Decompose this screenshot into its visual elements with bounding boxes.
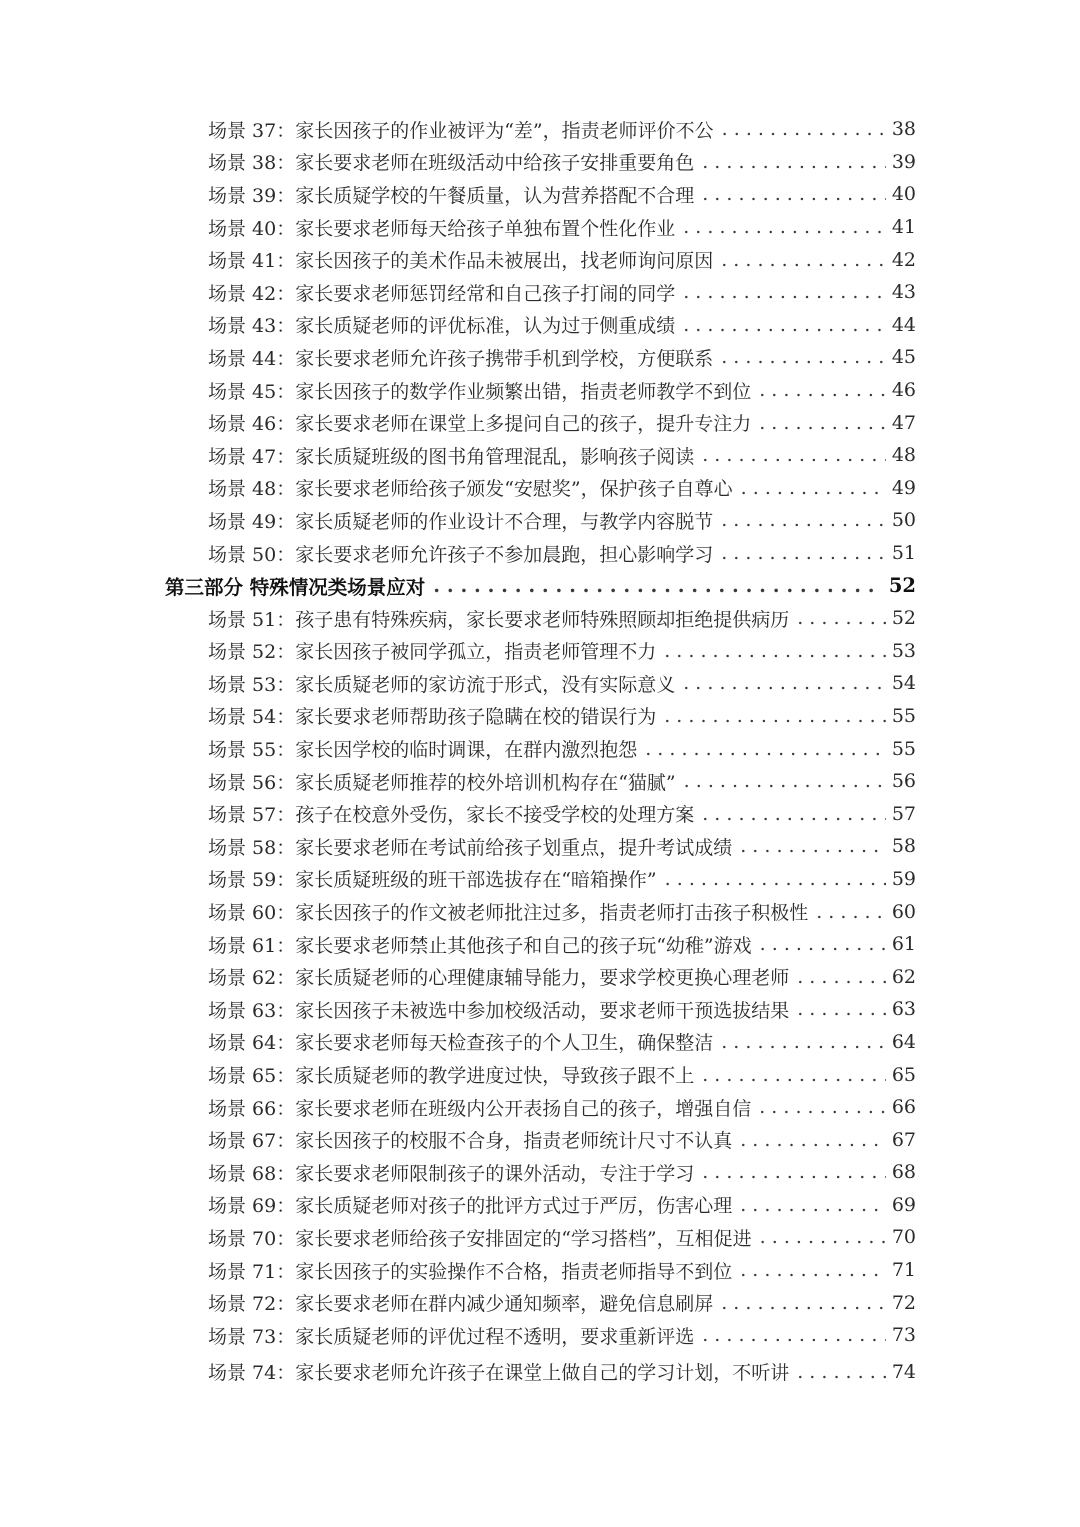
dot-leader <box>702 803 886 825</box>
dot-leader <box>645 738 886 760</box>
toc-entry-title: 场景 66：家长要求老师在班级内公开表扬自己的孩子，增强自信 <box>208 1097 752 1120</box>
toc-entry[interactable] <box>0 1286 1080 1319</box>
dot-leader <box>683 672 886 694</box>
dot-leader <box>721 1292 886 1314</box>
toc-entry[interactable] <box>0 863 1080 896</box>
toc-page-number: 68 <box>891 1161 916 1184</box>
toc-page-number: 54 <box>891 672 916 695</box>
dot-leader <box>665 868 886 890</box>
toc-entry[interactable] <box>0 1058 1080 1091</box>
toc-page-number: 70 <box>891 1226 916 1249</box>
dot-leader <box>797 607 886 629</box>
toc-entry[interactable] <box>0 146 1080 179</box>
dot-leader <box>721 346 886 368</box>
toc-entry-title: 场景 68：家长要求老师限制孩子的课外活动，专注于学习 <box>208 1162 695 1185</box>
toc-entry[interactable] <box>0 830 1080 863</box>
toc-page-number: 45 <box>891 346 916 369</box>
toc-page-number: 59 <box>891 867 916 890</box>
toc-entry-title: 场景 73：家长质疑老师的评优过程不透明，要求重新评选 <box>208 1325 695 1348</box>
toc-page-number: 52 <box>891 607 916 630</box>
toc-entry-title: 场景 42：家长要求老师惩罚经常和自己孩子打闹的同学 <box>208 282 676 305</box>
toc-entry-title: 第三部分 特殊情况类场景应对 <box>165 575 426 599</box>
toc-entry[interactable] <box>0 667 1080 700</box>
dot-leader <box>740 1194 886 1216</box>
dot-leader <box>683 314 886 336</box>
toc-page-number: 63 <box>891 998 916 1021</box>
toc-page-number: 46 <box>891 379 916 402</box>
toc-page-number: 66 <box>891 1096 916 1119</box>
toc-page-number: 40 <box>891 183 916 206</box>
toc-entry-title: 场景 50：家长要求老师允许孩子不参加晨跑，担心影响学习 <box>208 543 714 566</box>
toc-entry-title: 场景 71：家长因孩子的实验操作不合格，指责老师指导不到位 <box>208 1260 733 1283</box>
toc-entry[interactable] <box>0 406 1080 439</box>
toc-entry-title: 场景 55：家长因学校的临时调课，在群内激烈抱怨 <box>208 739 638 762</box>
toc-entry[interactable] <box>0 341 1080 374</box>
toc-entry-title: 场景 40：家长要求老师每天给孩子单独布置个性化作业 <box>208 217 676 240</box>
toc-entry[interactable] <box>0 537 1080 570</box>
dot-leader <box>683 216 886 238</box>
dot-leader <box>759 379 886 401</box>
toc-entry-title: 场景 61：家长要求老师禁止其他孩子和自己的孩子玩“幼稚”游戏 <box>208 934 752 957</box>
toc-page-number: 62 <box>891 965 916 988</box>
dot-leader <box>760 933 886 955</box>
toc-entry[interactable] <box>0 1189 1080 1222</box>
dot-leader <box>721 1031 886 1053</box>
toc-entry-title: 场景 54：家长要求老师帮助孩子隐瞒在校的错误行为 <box>208 706 657 729</box>
dot-leader <box>760 1226 886 1248</box>
toc-entry-title: 场景 52：家长因孩子被同学孤立，指责老师管理不力 <box>208 641 657 664</box>
dot-leader <box>702 1161 886 1183</box>
toc-entry-title: 场景 37：家长因孩子的作业被评为“差”，指责老师评价不公 <box>208 119 714 142</box>
toc-entry[interactable] <box>0 1319 1080 1352</box>
toc-entry-title: 场景 72：家长要求老师在群内减少通知频率，避免信息刷屏 <box>208 1293 714 1316</box>
dot-leader <box>702 444 886 466</box>
toc-entry-title: 场景 60：家长因孩子的作文被老师批注过多，指责老师打击孩子积极性 <box>208 902 809 925</box>
toc-entry[interactable] <box>0 1221 1080 1254</box>
dot-leader <box>702 1324 886 1346</box>
dot-leader <box>797 998 886 1020</box>
toc-entry[interactable] <box>0 276 1080 309</box>
toc-page-number: 74 <box>891 1360 916 1383</box>
toc-entry-title: 场景 41：家长因孩子的美术作品未被展出，找老师询问原因 <box>208 250 714 273</box>
toc-entry-title: 场景 47：家长质疑班级的图书角管理混乱，影响孩子阅读 <box>208 445 695 468</box>
toc-entry-title: 场景 63：家长因孩子未被选中参加校级活动，要求老师干预选拔结果 <box>208 999 790 1022</box>
toc-page-number: 41 <box>891 216 916 239</box>
toc-entry[interactable] <box>0 1123 1080 1156</box>
dot-leader <box>797 966 886 988</box>
dot-leader <box>759 1096 886 1118</box>
toc-page-number: 71 <box>891 1259 916 1282</box>
toc-entry-title: 场景 58：家长要求老师在考试前给孩子划重点，提升考试成绩 <box>208 836 733 859</box>
dot-leader <box>721 249 886 271</box>
toc-page-number: 72 <box>891 1291 916 1314</box>
toc-entry[interactable] <box>0 1356 1080 1389</box>
toc-entry-title: 场景 53：家长质疑老师的家访流于形式，没有实际意义 <box>208 673 676 696</box>
toc-entry[interactable] <box>0 635 1080 668</box>
toc-page-number: 56 <box>891 770 916 793</box>
toc-entry-title: 场景 67：家长因孩子的校服不合身，指责老师统计尺寸不认真 <box>208 1130 733 1153</box>
dot-leader <box>433 574 883 597</box>
toc-page-number: 43 <box>891 281 916 304</box>
toc-entry[interactable] <box>0 374 1080 407</box>
toc-entry[interactable] <box>0 602 1080 635</box>
toc-entry-title: 场景 45：家长因孩子的数学作业频繁出错，指责老师教学不到位 <box>208 380 752 403</box>
dot-leader <box>721 542 886 564</box>
dot-leader <box>702 151 886 173</box>
toc-entry-title: 场景 44：家长要求老师允许孩子携带手机到学校，方便联系 <box>208 347 714 370</box>
toc-page-number: 39 <box>891 150 916 173</box>
toc-entry[interactable] <box>0 895 1080 928</box>
toc-entry-title: 场景 46：家长要求老师在课堂上多提问自己的孩子，提升专注力 <box>208 413 752 436</box>
toc-page-number: 58 <box>891 835 916 858</box>
toc-entry[interactable] <box>0 1026 1080 1059</box>
dot-leader <box>740 1129 886 1151</box>
toc-entry[interactable] <box>0 1156 1080 1189</box>
toc-entry[interactable] <box>0 700 1080 733</box>
toc-page-number: 50 <box>891 509 916 532</box>
toc-page-number: 60 <box>891 900 916 923</box>
toc-entry-title: 场景 49：家长质疑老师的作业设计不合理，与教学内容脱节 <box>208 510 714 533</box>
toc-page-number: 44 <box>891 313 916 336</box>
toc-page-number: 65 <box>891 1063 916 1086</box>
dot-leader <box>702 1064 886 1086</box>
toc-page-number: 52 <box>888 574 916 598</box>
toc-page-number: 73 <box>891 1324 916 1347</box>
toc-page-number: 67 <box>891 1128 916 1151</box>
toc-entry-title: 场景 56：家长质疑老师推荐的校外培训机构存在“猫腻” <box>208 771 676 794</box>
toc-entry-title: 场景 70：家长要求老师给孩子安排固定的“学习搭档”，互相促进 <box>208 1227 752 1250</box>
toc-entry[interactable] <box>0 1254 1080 1287</box>
toc-entry[interactable] <box>0 243 1080 276</box>
toc-page-number: 57 <box>891 802 916 825</box>
toc-page-number: 49 <box>891 476 916 499</box>
toc-page-number: 61 <box>891 933 916 956</box>
toc-entry[interactable] <box>0 178 1080 211</box>
toc-entry-title: 场景 62：家长质疑老师的心理健康辅导能力，要求学校更换心理老师 <box>208 967 790 990</box>
dot-leader <box>740 1259 886 1281</box>
dot-leader <box>722 118 886 140</box>
toc-page-number: 48 <box>891 444 916 467</box>
toc-page-number: 47 <box>891 411 916 434</box>
toc-page-number: 53 <box>891 639 916 662</box>
toc-entry-title: 场景 38：家长要求老师在班级活动中给孩子安排重要角色 <box>208 152 695 175</box>
dot-leader <box>683 281 886 303</box>
dot-leader <box>684 770 886 792</box>
toc-entry[interactable] <box>0 211 1080 244</box>
toc-entry[interactable] <box>0 472 1080 505</box>
toc-entry[interactable] <box>0 439 1080 472</box>
toc-entry[interactable] <box>0 960 1080 993</box>
toc-entry-title: 场景 57：孩子在校意外受伤，家长不接受学校的处理方案 <box>208 804 695 827</box>
toc-entry-title: 场景 65：家长质疑老师的教学进度过快，导致孩子跟不上 <box>208 1065 695 1088</box>
dot-leader <box>816 901 886 923</box>
toc-page-number: 55 <box>891 704 916 727</box>
toc-entry[interactable] <box>0 309 1080 342</box>
toc-entry-title: 场景 43：家长质疑老师的评优标准，认为过于侧重成绩 <box>208 315 676 338</box>
toc-page-number: 55 <box>891 737 916 760</box>
toc-entry-title: 场景 48：家长要求老师给孩子颁发“安慰奖”，保护孩子自尊心 <box>208 478 733 501</box>
toc-entry[interactable] <box>0 928 1080 961</box>
toc-page-number: 64 <box>891 1030 916 1053</box>
dot-leader <box>702 183 886 205</box>
dot-leader <box>664 705 886 727</box>
dot-leader <box>721 509 886 531</box>
dot-leader <box>740 835 886 857</box>
dot-leader <box>741 477 886 499</box>
toc-entry[interactable] <box>0 113 1080 146</box>
toc-entry-title: 场景 74：家长要求老师允许孩子在课堂上做自己的学习计划，不听讲 <box>208 1362 790 1385</box>
toc-entry-title: 场景 59：家长质疑班级的班干部选拔存在“暗箱操作” <box>208 869 657 892</box>
toc-page-number: 51 <box>891 542 916 565</box>
toc-entry[interactable] <box>0 993 1080 1026</box>
toc-part-heading[interactable] <box>0 569 1080 602</box>
toc-entry[interactable] <box>0 765 1080 798</box>
table-of-contents <box>0 113 1080 1388</box>
toc-entry-title: 场景 69：家长质疑老师对孩子的批评方式过于严厉，伤害心理 <box>208 1195 733 1218</box>
toc-entry-title: 场景 64：家长要求老师每天检查孩子的个人卫生，确保整洁 <box>208 1032 714 1055</box>
toc-entry[interactable] <box>0 732 1080 765</box>
toc-page-number: 42 <box>891 248 916 271</box>
toc-page-number: 38 <box>891 118 916 141</box>
toc-entry[interactable] <box>0 504 1080 537</box>
dot-leader <box>664 640 886 662</box>
toc-page-number: 69 <box>891 1193 916 1216</box>
toc-entry[interactable] <box>0 1091 1080 1124</box>
toc-entry-title: 场景 51：孩子患有特殊疾病，家长要求老师特殊照顾却拒绝提供病历 <box>208 608 790 631</box>
dot-leader <box>759 412 886 434</box>
toc-entry[interactable] <box>0 797 1080 830</box>
dot-leader <box>797 1361 886 1383</box>
toc-entry-title: 场景 39：家长质疑学校的午餐质量，认为营养搭配不合理 <box>208 184 695 207</box>
